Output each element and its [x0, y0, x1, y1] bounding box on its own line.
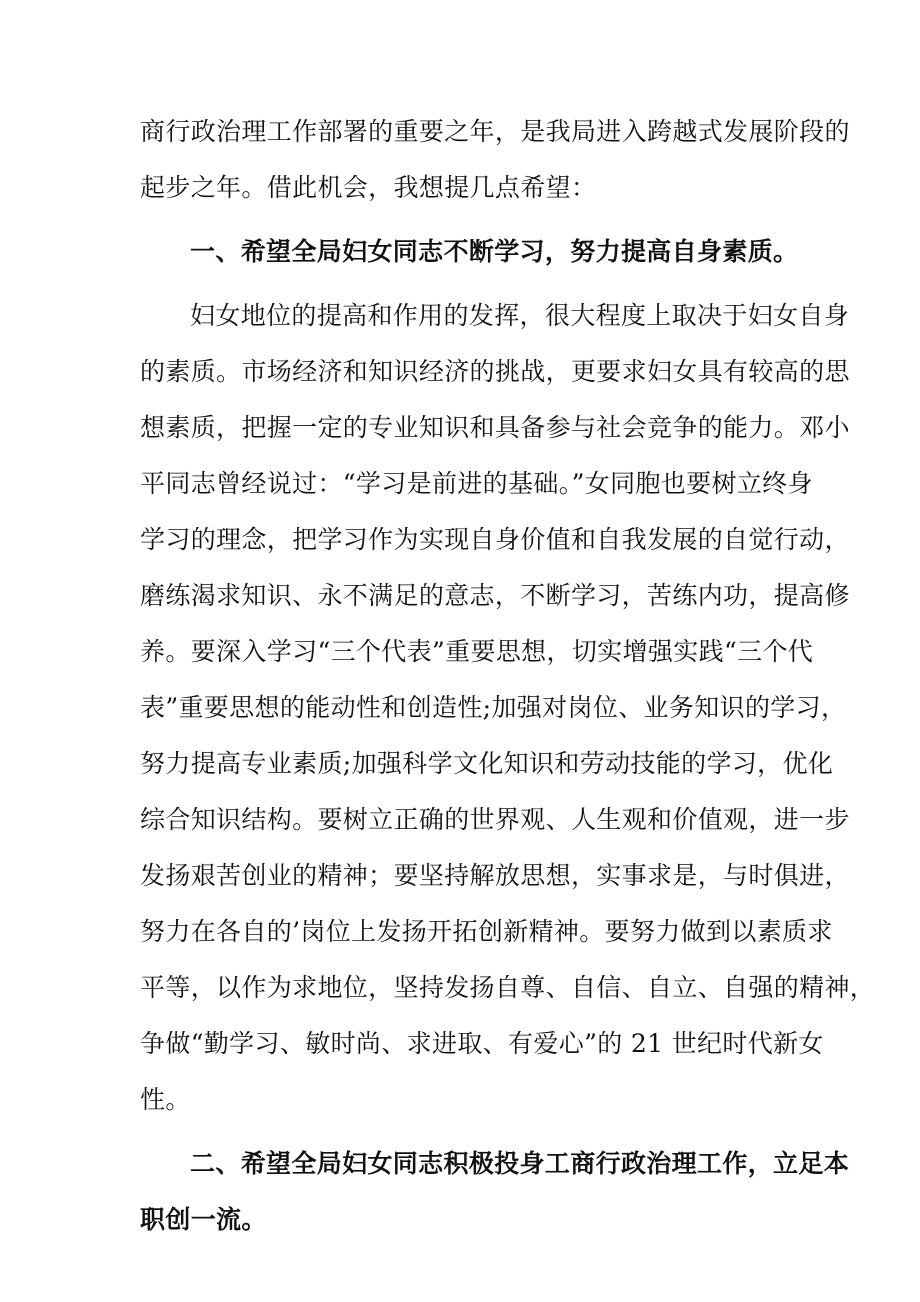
body-text-line: 起步之年。借此机会，我想提几点希望：: [140, 173, 597, 202]
body-text-line: 表”重要思想的能动性和创造性;加强对岗位、业务知识的学习，: [140, 693, 847, 722]
body-text-line: 争做“勤学习、敏时尚、求进取、有爱心”的 21 世纪时代新女: [140, 1029, 824, 1058]
body-text-line: 发扬艰苦创业的精神；要坚持解放思想，实事求是，与时俱进，: [140, 861, 850, 890]
section-heading-1: 一、希望全局妇女同志不断学习，努力提高自身素质。: [190, 237, 799, 266]
body-text-line: 养。要深入学习“三个代表”重要思想，切实增强实践“三个代: [140, 637, 814, 666]
body-text-line: 努力提高专业素质;加强科学文化知识和劳动技能的学习，优化: [140, 749, 834, 778]
section-heading-2: 二、希望全局妇女同志积极投身工商行政治理工作，立足本: [190, 1149, 850, 1178]
body-text-line: 想素质，把握一定的专业知识和具备参与社会竞争的能力。邓小: [140, 413, 850, 442]
body-text-line: 妇女地位的提高和作用的发挥，很大程度上取决于妇女自身: [190, 301, 850, 330]
body-text-line: 平等，以作为求地位，坚持发扬自尊、自信、自立、自强的精神，: [140, 973, 876, 1002]
section-heading-2-continued: 职创一流。: [140, 1205, 267, 1234]
body-text-line: 的素质。市场经济和知识经济的挑战，更要求妇女具有较高的思: [140, 357, 850, 386]
body-text-line: 努力在各自的’岗位上发扬开拓创新精神。要努力做到以素质求: [140, 917, 833, 946]
body-text-line: 平同志曾经说过：“学习是前进的基础。”女同胞也要树立终身: [140, 469, 813, 498]
body-text-line: 学习的理念，把学习作为实现自身价值和自我发展的自觉行动，: [140, 525, 850, 554]
body-text-line: 磨练渴求知识、永不满足的意志，不断学习，苦练内功，提高修: [140, 581, 850, 610]
body-text-line: 商行政治理工作部署的重要之年，是我局进入跨越式发展阶段的: [140, 117, 850, 146]
body-text-line: 性。: [140, 1085, 191, 1114]
body-text-line: 综合知识结构。要树立正确的世界观、人生观和价值观，进一步: [140, 805, 850, 834]
